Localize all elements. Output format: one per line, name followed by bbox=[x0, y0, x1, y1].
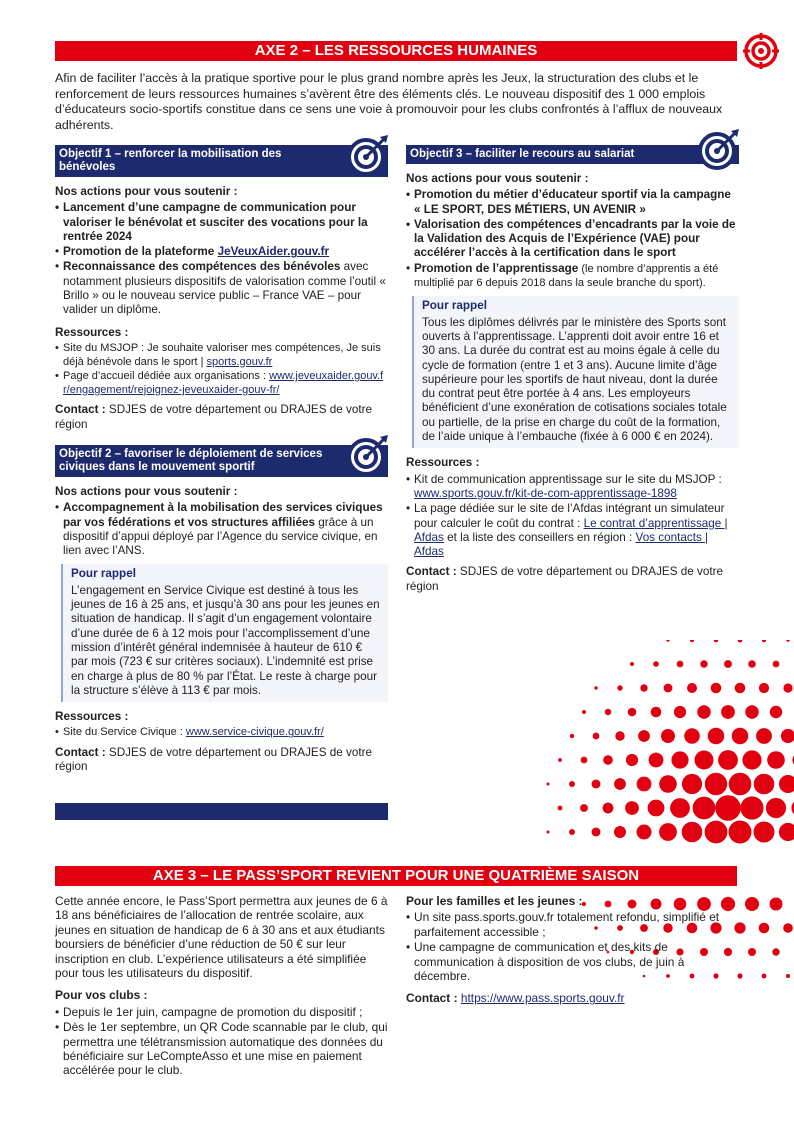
decorative-dot bbox=[705, 821, 728, 844]
service-civique-link[interactable]: www.service-civique.gouv.fr/ bbox=[185, 726, 324, 739]
decorative-dot bbox=[592, 780, 601, 789]
obj3-resource-2: • La page dédiée sur le site de l’Afdas intégrant un simulateur pour calculer le coût du contrat : Le contrat d’apprentissage | Afdas et la liste des conseillers en région : Vos contacts | Afdas bbox=[406, 502, 739, 559]
decorative-dot bbox=[779, 775, 794, 793]
decorative-dot bbox=[558, 758, 562, 762]
decorative-dot bbox=[614, 826, 626, 838]
objective3-title: Objectif 3 – faciliter le recours au salariat bbox=[410, 148, 635, 160]
axe3-family-item-1: • Un site pass.sports.gouv.fr totalement refondu, simplifié et parfaitement accessible ; bbox=[406, 910, 733, 939]
right-column bbox=[406, 145, 739, 594]
decorative-dot bbox=[581, 757, 588, 764]
decorative-dot bbox=[773, 661, 780, 668]
decorative-dot bbox=[742, 750, 761, 769]
decorative-dot bbox=[745, 705, 758, 718]
pass-sport-link[interactable]: https://www.pass.sports.gouv.fr bbox=[460, 991, 625, 1006]
decorative-dot bbox=[637, 777, 652, 792]
decorative-dot bbox=[614, 778, 626, 790]
obj2-reminder-box bbox=[61, 564, 388, 702]
decorative-dot bbox=[592, 828, 601, 837]
objective2-header bbox=[55, 445, 388, 477]
decorative-dot bbox=[695, 751, 714, 770]
decorative-dot bbox=[628, 708, 637, 717]
sports-gouv-link[interactable]: sports.gouv.fr bbox=[206, 355, 273, 368]
obj3-reminder-box bbox=[412, 296, 739, 448]
decorative-dot bbox=[674, 706, 686, 718]
afdas-contract-link[interactable]: Le contrat d’apprentissage | Afdas bbox=[414, 516, 728, 544]
decorative-dot bbox=[638, 730, 650, 742]
decorative-dot bbox=[783, 683, 792, 692]
obj2-reminder-title: Pour rappel bbox=[71, 567, 136, 581]
dart-target-icon bbox=[344, 131, 392, 179]
decorative-dot bbox=[745, 897, 759, 911]
obj3-contact: Contact : SDJES de votre département ou DRAJES de votre région bbox=[406, 565, 724, 593]
decorative-dot bbox=[693, 797, 716, 820]
axe3-families-label: Pour les familles et les jeunes : bbox=[406, 894, 583, 908]
decorative-dot bbox=[735, 683, 746, 694]
decorative-dot bbox=[700, 660, 707, 667]
decorative-dot bbox=[748, 660, 756, 668]
decorative-dot bbox=[705, 773, 727, 795]
target-icon bbox=[743, 33, 779, 69]
divider-bar bbox=[55, 803, 388, 820]
obj3-reminder-text: Tous les diplômes délivrés par le ministère des Sports sont ouverts à l’apprentissage. L’apprenti doit avoir entre 16 et 30 ans. La durée du contrat est au moins égale à celle du cycle de formation (entre 1 et 3 ans). Aucune limite d’âge supérieure pour les sportifs de haut niveau, dont la durée du contrat peut être portée à 4 ans. Les employeurs bénéficient d’une exonération de cotisations sociales totale ou partielle, de la prise en charge du coût de la formation, de l’aide unique à l’embauche (fixée à 6 000 € en 2024). bbox=[422, 315, 727, 444]
decorative-dot bbox=[781, 729, 794, 743]
axe3-contact: Contact : https://www.pass.sports.gouv.fr bbox=[406, 991, 625, 1006]
jeveuxaider-link[interactable]: JeVeuxAider.gouv.fr bbox=[217, 245, 330, 259]
decorative-dot bbox=[594, 686, 597, 689]
decorative-dot bbox=[558, 806, 563, 811]
decorative-dot bbox=[724, 660, 732, 668]
decorative-dot bbox=[754, 774, 775, 795]
axe3-clubs-label: Pour vos clubs : bbox=[55, 988, 148, 1003]
obj2-actions-label: Nos actions pour vous soutenir : bbox=[55, 484, 238, 498]
decorative-dot bbox=[661, 729, 675, 743]
objective1-header bbox=[55, 145, 388, 177]
decorative-dot bbox=[729, 821, 752, 844]
decorative-dot bbox=[569, 829, 575, 835]
decorative-dot bbox=[649, 753, 664, 768]
decorative-dot bbox=[603, 803, 614, 814]
decorative-dot bbox=[762, 974, 767, 979]
decorative-dot bbox=[653, 661, 659, 667]
decorative-dot bbox=[770, 706, 782, 718]
decorative-dot bbox=[682, 774, 702, 794]
obj1-action-1: • Lancement d’une campagne de communication pour valoriser le bénévolat et susciter des vocations pour la rentrée 2024 bbox=[55, 201, 388, 244]
decorative-dot bbox=[756, 728, 772, 744]
obj3-resource-1: • Kit de communication apprentissage sur le site du MSJOP : www.sports.gouv.fr/kit-de-com-apprentissage-1898 bbox=[406, 473, 739, 502]
obj2-action-1: • Accompagnement à la mobilisation des services civiques par vos fédérations et vos structures affiliées grâce à un dispositif d’appui déployé par l’Agence du service civique, en lien avec l’ANS. bbox=[55, 501, 388, 558]
decorative-dot bbox=[783, 923, 793, 933]
decorative-dot bbox=[677, 661, 684, 668]
decorative-dot bbox=[666, 640, 669, 642]
obj2-reminder-text: L’engagement en Service Civique est destiné à tous les jeunes de 16 à 25 ans, et jusqu’à 30 ans pour les jeunes en situation de handicap. Il s’agit d’un engagement volontaire d’une durée de 6 à 12 mois pour l’accomplissement d’une mission d’intérêt général indemnisée à hauteur de 610 € par mois (723 € sur critères sociaux). L’indemnité est prise en charge à plus de 80 % par l’État. Le reste à charge pour la structure s’élève à 113 € par mois. bbox=[71, 583, 380, 697]
axe3-right-column bbox=[406, 894, 733, 1006]
obj3-resources-label: Ressources : bbox=[406, 456, 480, 470]
decorative-dot bbox=[732, 728, 749, 745]
decorative-dot bbox=[711, 683, 722, 694]
axe3-club-item-1: • Depuis le 1er juin, campagne de promotion du dispositif ; bbox=[55, 1005, 388, 1019]
left-column bbox=[55, 145, 388, 775]
decorative-dot bbox=[708, 728, 725, 745]
decorative-dot bbox=[617, 685, 622, 690]
obj2-resources-label: Ressources : bbox=[55, 710, 129, 724]
jeveuxaider-org-link[interactable]: www.jeveuxaider.gouv.fr/engagement/rejoignez-jeveuxaider-gouv-fr/ bbox=[63, 370, 384, 396]
objective2-title: Objectif 2 – favoriser le déploiement de services civiques dans le mouvement sportif bbox=[59, 447, 323, 473]
decorative-dot bbox=[682, 822, 703, 843]
decorative-dot bbox=[721, 705, 735, 719]
decorative-dot bbox=[637, 825, 652, 840]
obj3-action-3: • Promotion de l’apprentissage (le nombre d’apprentis a été multiplié par 6 depuis 2018 dans la seule branche du sport). bbox=[406, 262, 739, 291]
decorative-dot bbox=[670, 798, 690, 818]
axe3-left-column bbox=[55, 894, 388, 1079]
obj3-action-1: • Promotion du métier d’éducateur sportif via la campagne « LE SPORT, DES MÉTIERS, UN AVENIR » bbox=[406, 188, 739, 217]
decorative-dot bbox=[570, 734, 574, 738]
decorative-dot bbox=[748, 948, 756, 956]
decorative-dot bbox=[626, 754, 638, 766]
obj3-actions-label: Nos actions pour vous soutenir : bbox=[406, 172, 589, 185]
axe3-intro: Cette année encore, le Pass’Sport permettra aux jeunes de 6 à 18 ans bénéficiaires de l’allocation de rentrée scolaire, aux jeunes en situation de handicap de 6 à 30 ans et aux étudiants boursiers de bénéficier d’une réduction de 50 € sur leur inscription en club. L’expérience utilisateurs a été simplifiée pour tous les utilisateurs du dispositif. bbox=[55, 894, 388, 981]
decorative-dot bbox=[762, 640, 766, 642]
decorative-dot bbox=[582, 710, 586, 714]
obj1-actions-label: Nos actions pour vous soutenir : bbox=[55, 185, 238, 198]
axe3-title: AXE 3 – LE PASS’SPORT REVIENT POUR UNE QUATRIÈME SAISON bbox=[55, 866, 737, 886]
decorative-dot bbox=[718, 750, 738, 770]
kit-apprentissage-link[interactable]: www.sports.gouv.fr/kit-de-com-apprentissage-1898 bbox=[414, 486, 677, 500]
decorative-dot bbox=[786, 640, 790, 642]
obj1-contact: Contact : SDJES de votre département ou DRAJES de votre région bbox=[55, 403, 373, 431]
decorative-dot bbox=[714, 640, 719, 642]
axe2-title: AXE 2 – LES RESSOURCES HUMAINES bbox=[55, 41, 737, 61]
decorative-dot bbox=[671, 751, 688, 768]
decorative-dot bbox=[615, 731, 624, 740]
decorative-dot bbox=[659, 823, 677, 841]
axe3-club-item-2: • Dès le 1er septembre, un QR Code scannable par le club, qui permettra une télétransmission automatique des données du bénéficiaire sur LeCompteAsso et une mise en paiement accélérée pour le club. bbox=[55, 1020, 388, 1078]
decorative-dot bbox=[605, 709, 611, 715]
obj1-resource-2: • Page d’accueil dédiée aux organisations : www.jeveuxaider.gouv.fr/engagement/rejoignez-jeveuxaider-gouv-fr/ bbox=[55, 370, 388, 397]
decorative-dot bbox=[754, 822, 775, 843]
decorative-dot bbox=[580, 804, 588, 812]
objective3-header bbox=[406, 145, 739, 164]
decorative-dot bbox=[640, 684, 647, 691]
obj1-action-2: • Promotion de la plateforme JeVeuxAider.gouv.fr bbox=[55, 245, 388, 259]
obj1-resources-label: Ressources : bbox=[55, 325, 129, 339]
obj1-action-3: • Reconnaissance des compétences des bénévoles avec notamment plusieurs dispositifs de valorisation comme l’outil « Brillo » ou le nouveau service public – France VAE – pour valider un diplôme. bbox=[55, 260, 388, 317]
axe3-family-item-2: • Une campagne de communication et des kits de communication à disposition de vos clubs, de juin à décembre. bbox=[406, 940, 733, 983]
decorative-dot bbox=[738, 640, 743, 642]
obj3-action-2: • Valorisation des compétences d’encadrants par la voie de la Validation des Acquis de l’Expérience (VAE) pour accélérer l’accès à la certification dans le sport bbox=[406, 218, 739, 261]
decorative-dot bbox=[767, 751, 785, 769]
decorative-dot bbox=[759, 923, 770, 934]
decorative-dot bbox=[684, 728, 700, 744]
obj2-contact: Contact : SDJES de votre département ou DRAJES de votre région bbox=[55, 745, 373, 774]
decorative-dot bbox=[759, 683, 769, 693]
decorative-dot bbox=[772, 948, 779, 955]
decorative-dot bbox=[603, 755, 613, 765]
dart-target-icon bbox=[344, 431, 392, 479]
afdas-contacts-link[interactable]: Vos contacts | Afdas bbox=[414, 530, 709, 559]
decorative-dot bbox=[648, 800, 665, 817]
decorative-dot bbox=[659, 775, 677, 793]
decorative-dot bbox=[630, 662, 634, 666]
decorative-dot bbox=[729, 773, 752, 796]
decorative-dot bbox=[547, 831, 550, 834]
decorative-dot bbox=[734, 922, 745, 933]
decorative-dot bbox=[569, 781, 575, 787]
decorative-dot bbox=[737, 973, 742, 978]
decorative-dot bbox=[766, 798, 786, 818]
objective1-title: Objectif 1 – renforcer la mobilisation des bénévoles bbox=[59, 148, 282, 173]
decorative-dot bbox=[651, 707, 662, 718]
decorative-dot bbox=[664, 684, 673, 693]
decorative-dot bbox=[715, 795, 741, 821]
dart-target-icon bbox=[695, 125, 743, 173]
decorative-dot bbox=[779, 823, 794, 841]
obj3-reminder-title: Pour rappel bbox=[422, 299, 487, 313]
decorative-dot bbox=[547, 783, 550, 786]
obj2-resource-1: • Site du Service Civique : www.service-civique.gouv.fr/ bbox=[55, 726, 388, 740]
decorative-dot bbox=[625, 801, 639, 815]
decorative-dot bbox=[593, 733, 600, 740]
decorative-dot bbox=[697, 705, 710, 718]
axe2-intro: Afin de faciliter l’accès à la pratique sportive pour le plus grand nombre après les Jeux, la structuration des clubs et le renforcement de leurs ressources humaines s’avèrent être des éléments clés. Le nouveau dispositif des 1 000 emplois d’éducateurs socio-sportifs constitue dans ce sens une voie à promouvoir pour les clubs confrontés à l’afflux de nouveaux adhérents. bbox=[55, 71, 723, 132]
decorative-dot bbox=[770, 898, 783, 911]
decorative-dot bbox=[690, 640, 694, 642]
obj1-resource-1: • Site du MSJOP : Je souhaite valoriser mes compétences, Je suis déjà bénévole dans le sport | sports.gouv.fr bbox=[55, 342, 388, 369]
decorative-dot bbox=[687, 683, 697, 693]
decorative-dot bbox=[740, 796, 763, 819]
decorative-dot bbox=[786, 974, 790, 978]
